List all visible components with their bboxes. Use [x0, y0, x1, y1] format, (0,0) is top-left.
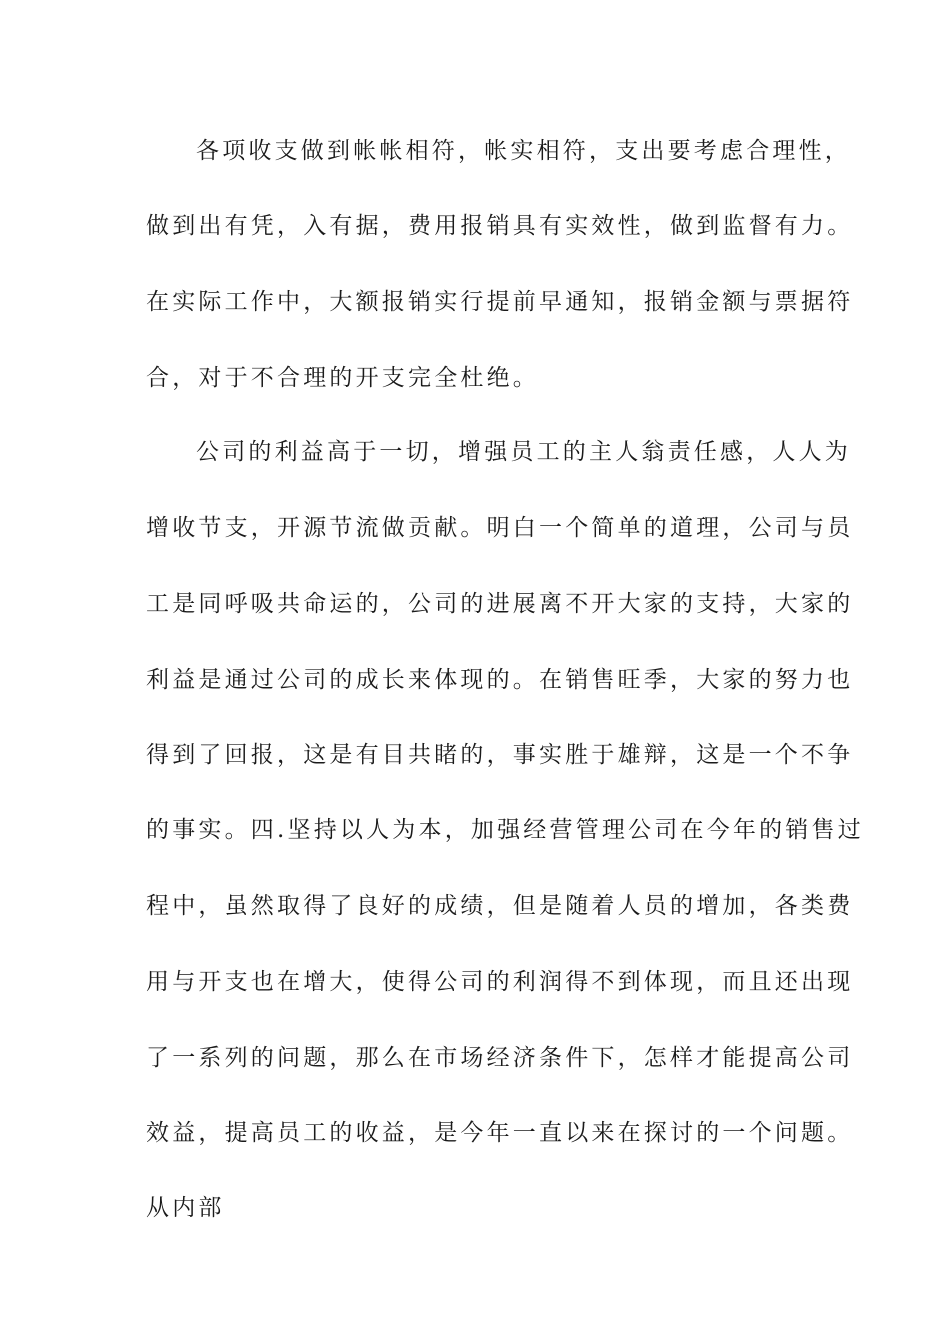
text-line: 从内部 — [146, 1195, 225, 1221]
text-line: 工是同呼吸共命运的，公司的进展离不开大家的支持，大家的 — [146, 591, 854, 617]
text-line: 的事实。四.坚持以人为本，加强经营管理公司在今年的销售过 — [146, 817, 864, 843]
text-line: 了一系列的问题，那么在市场经济条件下，怎样才能提高公司 — [146, 1045, 854, 1071]
text-line: 利益是通过公司的成长来体现的。在销售旺季，大家的努力也 — [146, 667, 854, 693]
text-line: 做到出有凭，入有据，费用报销具有实效性，做到监督有力。 — [146, 213, 854, 239]
text-line: 程中，虽然取得了良好的成绩，但是随着人员的增加，各类费 — [146, 893, 854, 919]
text-line: 用与开支也在增大，使得公司的利润得不到体现，而且还出现 — [146, 969, 854, 995]
text-line: 在实际工作中，大额报销实行提前早通知，报销金额与票据符 — [146, 289, 854, 315]
text-line: 合，对于不合理的开支完全杜绝。 — [146, 365, 539, 391]
text-line: 得到了回报，这是有目共睹的，事实胜于雄辩，这是一个不争 — [146, 742, 854, 768]
text-line: 公司的利益高于一切，增强员工的主人翁责任感，人人为 — [196, 439, 851, 465]
text-line: 各项收支做到帐帐相符，帐实相符，支出要考虑合理性， — [196, 138, 851, 164]
text-line: 增收节支，开源节流做贡献。明白一个简单的道理，公司与员 — [146, 515, 854, 541]
text-line: 效益，提高员工的收益，是今年一直以来在探讨的一个问题。 — [146, 1120, 854, 1146]
